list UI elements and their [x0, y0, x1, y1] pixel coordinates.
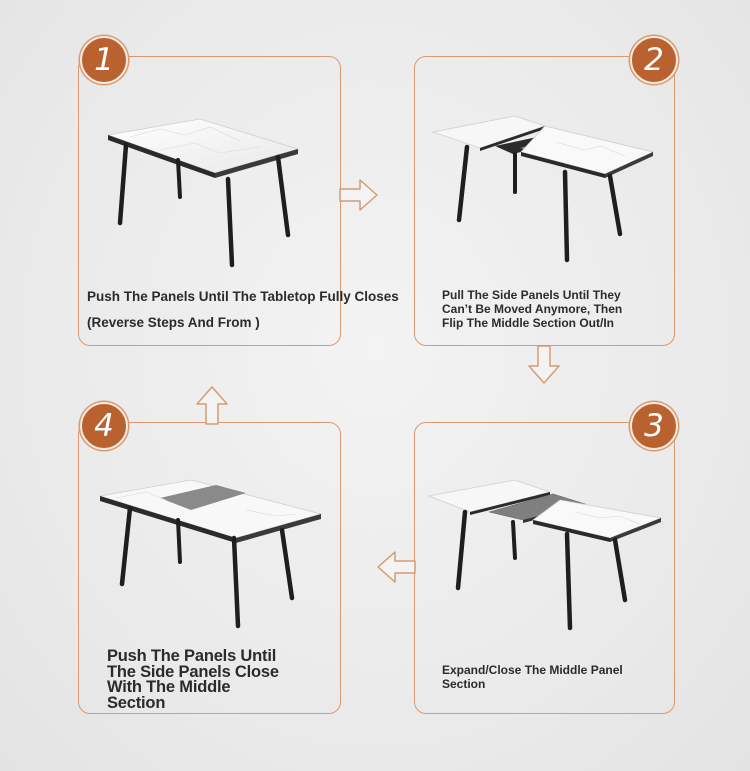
step-4-caption: [107, 649, 337, 711]
arrow-down-icon: [527, 344, 561, 386]
step-1-caption-line-1: Push The Panels Until The Tabletop Fully Closes: [87, 289, 399, 304]
arrow-right-icon: [338, 178, 380, 212]
step-1-caption-line-2: (Reverse Steps And From ): [87, 315, 260, 330]
closed-with-middle-table-image: [96, 476, 326, 636]
extended-table-image: [425, 112, 660, 272]
step-4-caption-line-1: Push The Panels Until: [107, 647, 277, 665]
arrow-left-icon: [375, 550, 417, 584]
step-3-badge: 3: [630, 402, 678, 450]
step-4-caption-line-4: Section: [107, 693, 166, 712]
step-4-badge: 4: [80, 402, 128, 450]
step-3-caption-line-2: Section: [442, 677, 486, 691]
step-2-caption-line-2: Can’t Be Moved Anymore, Then: [442, 302, 623, 316]
step-3-caption-line-1: Expand/Close The Middle Panel: [442, 663, 623, 677]
step-4-caption-line-3: With The Middle: [107, 678, 231, 696]
arrow-up-icon: [195, 384, 229, 426]
step-2-badge: 2: [630, 36, 678, 84]
step-2-caption-line-3: Flip The Middle Section Out/In: [442, 316, 614, 330]
step-3-caption: [442, 663, 672, 691]
step-1-caption: [87, 284, 417, 336]
step-1-badge: 1: [80, 36, 128, 84]
step-4-caption-line-2: The Side Panels Close: [107, 662, 279, 681]
step-2-caption: [442, 288, 672, 330]
middle-panel-table-image: [425, 476, 665, 636]
step-2-caption-line-1: Pull The Side Panels Until They: [442, 288, 621, 302]
closed-table-image: [100, 115, 310, 275]
